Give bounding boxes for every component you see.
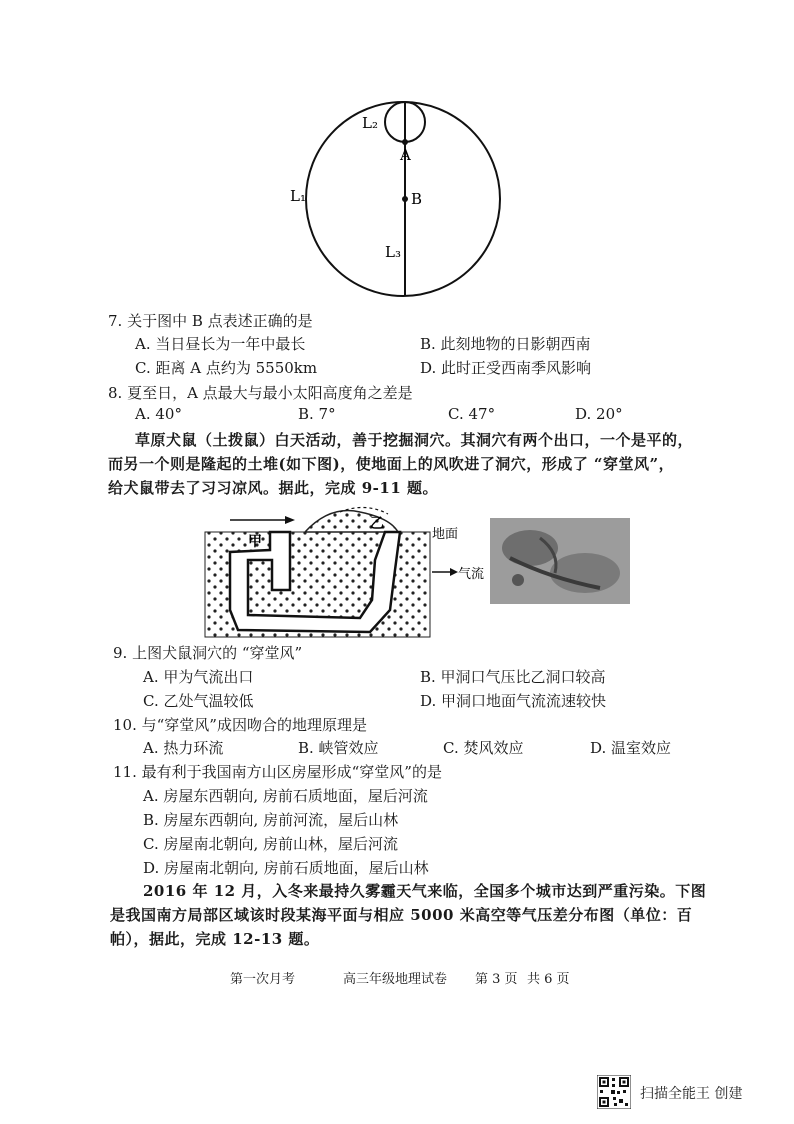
q8-option-a: A. 40° [135, 405, 182, 423]
q7-option-c: C. 距离 A 点约为 5550km [135, 359, 318, 377]
q11-stem: 11. 最有利于我国南方山区房屋形成“穿堂风”的是 [113, 763, 442, 781]
label-airflow: 气流 [458, 567, 485, 582]
passage2-line-1: 2016 年 12 月，入冬来最持久雾霾天气来临，全国多个城市达到严重污染。下图 [143, 882, 707, 900]
passage1-line-1: 草原犬鼠（土拨鼠）白天活动，善于挖掘洞穴。其洞穴有两个出口，一个是平的， [135, 431, 694, 449]
q11-option-d: D. 房屋南北朝向, 房前石质地面，屋后山林 [143, 859, 429, 877]
q11-option-c: C. 房屋南北朝向, 房前山林，屋后河流 [143, 835, 399, 853]
arrow-head-top [285, 516, 295, 524]
q10-stem: 10. 与“穿堂风”成因吻合的地理原理是 [113, 716, 367, 734]
q11-option-a: A. 房屋东西朝向, 房前石质地面，屋后河流 [143, 787, 428, 805]
q7-option-b: B. 此刻地物的日影朝西南 [420, 335, 591, 353]
label-a: A [400, 146, 411, 164]
q11-option-b: B. 房屋东西朝向, 房前河流，屋后山林 [143, 811, 399, 829]
q8-stem: 8. 夏至日，A 点最大与最小太阳高度角之差是 [108, 384, 413, 402]
footer-total: 共 6 页 [527, 972, 570, 987]
label-ground: 地面 [432, 527, 459, 542]
q10-option-c: C. 焚风效应 [443, 739, 524, 757]
q7-option-a: A. 当日昼长为一年中最长 [135, 335, 306, 353]
label-l3: L₃ [385, 243, 401, 261]
label-l1: L₁ [290, 187, 306, 205]
label-yi: 乙 [370, 516, 384, 532]
footer-subject: 高三年级地理试卷 [343, 972, 448, 987]
q9-option-b: B. 甲洞口气压比乙洞口较高 [420, 668, 606, 686]
q9-stem: 9. 上图犬鼠洞穴的 “穿堂风” [113, 644, 303, 662]
qr-code-icon [597, 1075, 631, 1109]
arrow-head-right [450, 568, 458, 576]
passage1-line-2: 而另一个则是隆起的土堆(如下图)，使地面上的风吹进了洞穴，形成了 “穿堂风”， [108, 455, 675, 473]
point-a [402, 139, 408, 145]
q7-stem: 7. 关于图中 B 点表述正确的是 [108, 312, 313, 330]
q8-option-c: C. 47° [448, 405, 496, 423]
passage1-line-3: 给犬鼠带去了习习凉风。据此，完成 9-11 题。 [108, 479, 438, 497]
mound [305, 511, 398, 532]
q8-option-b: B. 7° [298, 405, 336, 423]
passage2-line-2: 是我国南方局部区域该时段某海平面与相应 5000 米高空等气压差分布图（单位：百 [110, 906, 693, 924]
label-jia: 甲 [248, 534, 262, 550]
q10-option-d: D. 温室效应 [590, 739, 672, 757]
q7-option-d: D. 此时正受西南季风影响 [420, 359, 592, 377]
scanner-watermark: 扫描全能王 创建 [640, 1086, 743, 1102]
passage2-line-3: 帕），据此，完成 12-13 题。 [110, 930, 320, 948]
earth-diagram [290, 95, 520, 305]
label-b: B [411, 190, 423, 208]
burrow-diagram [200, 500, 490, 640]
q9-option-c: C. 乙处气温较低 [143, 692, 254, 710]
q9-option-d: D. 甲洞口地面气流流速较快 [420, 692, 607, 710]
burrow-photo [490, 518, 630, 604]
footer-exam: 第一次月考 [230, 972, 296, 987]
label-l2: L₂ [362, 114, 378, 132]
q8-option-d: D. 20° [575, 405, 623, 423]
q10-option-b: B. 峡管效应 [298, 739, 379, 757]
footer-page: 第 3 页 [475, 972, 518, 987]
q10-option-a: A. 热力环流 [143, 739, 224, 757]
point-b [402, 196, 408, 202]
q9-option-a: A. 甲为气流出口 [143, 668, 254, 686]
